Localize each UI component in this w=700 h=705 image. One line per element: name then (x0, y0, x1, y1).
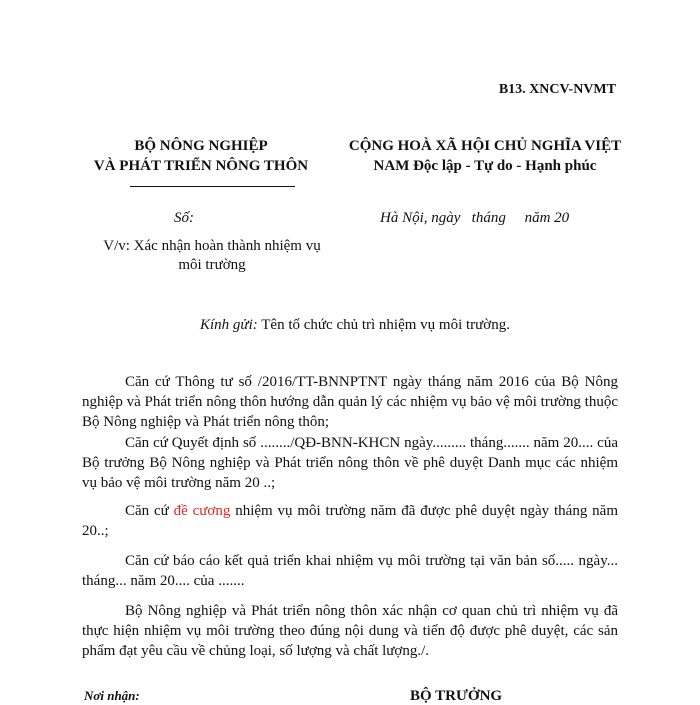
paragraph-legal-basis-3 (82, 501, 618, 541)
nation-line-1: CỘNG HOÀ XÃ HỘI CHỦ NGHĨA VIỆT (348, 138, 622, 154)
agency-line-1: BỘ NÔNG NGHIỆP (134, 138, 268, 154)
p3-text-before: Căn cứ (125, 503, 174, 519)
p3-highlight: đề cương (173, 503, 231, 519)
greeting-line (200, 317, 510, 334)
national-motto (340, 136, 630, 176)
subject-line: V/v: Xác nhận hoàn thành nhiệm vụ môi trường (103, 238, 321, 273)
greeting-label: Kính gửi: (200, 317, 258, 333)
paragraph-legal-basis-4: Căn cứ báo cáo kết quả triển khai nhiệm vụ môi trường tại văn bản số..... ngày... tháng... năm 20.... của ....... (82, 553, 618, 589)
greeting-recipient: Tên tổ chức chủ trì nhiệm vụ môi trường. (257, 317, 510, 333)
p3-text-after: nhiệm vụ môi trường năm đã được phê duyệt ngày tháng năm 20..; (82, 503, 618, 539)
agency-line-2: VÀ PHÁT TRIỂN NÔNG THÔN (93, 158, 309, 174)
recipients-label: Nơi nhận: (84, 688, 140, 703)
document-number-label: Số: (174, 210, 194, 226)
paragraph-legal-basis-1: Căn cứ Thông tư số /2016/TT-BNNPTNT ngày tháng năm 2016 của Bộ Nông nghiệp và Phát triển nông thôn hướng dẫn quản lý các nhiệm vụ bảo vệ môi trường thuộc Bộ Nông nghiệp và Phát triển nông thôn; (82, 374, 618, 430)
paragraph-legal-basis-2: Căn cứ Quyết định số ......../QĐ-BNN-KHCN ngày......... tháng....... năm 20.... của Bộ trưởng Bộ Nông nghiệp và Phát triển nông thôn về phê duyệt Danh mục các nhiệm vụ bảo vệ môi trường năm 20 ..; (82, 435, 618, 491)
signer-title: BỘ TRƯỞNG (410, 688, 503, 704)
form-code: B13. XNCV-NVMT (498, 82, 616, 97)
place-date-line: Hà Nội, ngày tháng năm 20 (380, 210, 570, 226)
paragraph-confirmation: Bộ Nông nghiệp và Phát triển nông thôn xác nhận cơ quan chủ trì nhiệm vụ đã thực hiện nhiệm vụ môi trường theo đúng nội dung và tiến độ được phê duyệt, các sản phẩm đạt yêu cầu về chủng loại, số lượng và chất lượng./. (82, 603, 618, 659)
nation-line-2: NAM Độc lập - Tự do - Hạnh phúc (373, 158, 597, 174)
agency-underline (130, 186, 295, 187)
issuing-agency (92, 136, 310, 176)
